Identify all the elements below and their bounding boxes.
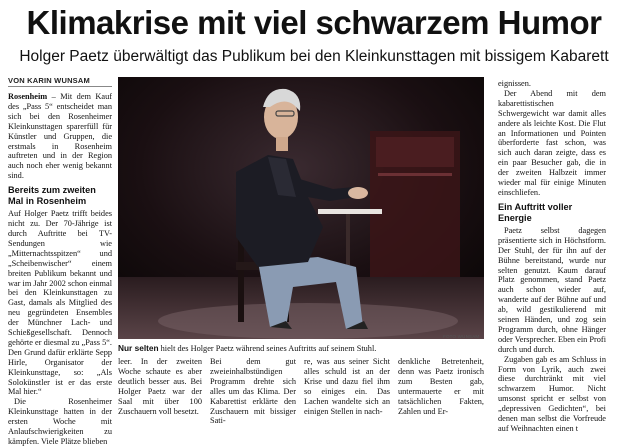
lead-paragraph <box>8 92 112 181</box>
paragraph: Die Rosenheimer Kleinkunsttage hatten in der ersten Woche mit Anlaufschwierigkeiten zu kämpfen. Viele Plätze blieben <box>8 397 112 446</box>
subhead-zweiten-mal: Bereits zum zweiten Mal in Rosenheim <box>8 185 96 207</box>
photo-credit: FOTO WUNSAM <box>443 334 480 339</box>
column-bottom-3 <box>304 357 390 416</box>
byline-rule <box>8 86 112 87</box>
column-bottom-1 <box>118 357 202 416</box>
photo-caption <box>118 343 484 354</box>
paragraph: leer. In der zweiten Woche schaute es aber deutlich besser aus. Bei Holger Paetz war der Saal mit über 100 Zuschauern voll besetzt. <box>118 357 202 416</box>
column-left <box>8 92 112 447</box>
byline: VON KARIN WUNSAM <box>8 76 90 85</box>
column-bottom-4 <box>398 357 484 416</box>
paragraph: Paetz selbst dagegen präsentierte sich in Höchstform. Der Stuhl, der für ihn auf der Bühne bereitstand, wurde nur selten genutzt. Kaum darauf Platz genommen, stand Paetz auch schon wieder auf, wanderte auf der Bühne auf und ab, wild gestikulierend mit seinen Händen, und zog sein Programm durch, ohne Hänger oder Versprecher. Eben ein Profi durch und durch. <box>498 225 606 354</box>
paragraph: Zugaben gab es am Schluss in Form von Lyrik, auch zwei diese durchtränkt mit viel schwarzem Humor. Nicht umsonst spricht er selbst von „depressiven Gedichten“, bei denen man selbst die Vorfreude auf Weihnachten einen t <box>498 354 606 433</box>
lead-text: – Mit dem Kauf des „Pass 5“ entscheidet man sich bei den Rosenheimer Kleinkunsttagen sparerfüll für Künstler und Gruppen, die erstmals in Rosenheim auftreten und in der Region auch noch eher wenig bekannt sind. <box>8 92 112 181</box>
headline: Klimakrise mit viel schwarzem Humor <box>26 4 602 41</box>
paragraph: Der Abend mit dem kabarettistischen Schwergewicht war damit alles andere als leichte Kost. Die Flut an Informationen und Pointen überforderte fast schon, was sich auch daran zeigte, dass es ein paar Besucher gab, die in der zweiten Halbzeit immer wieder mal für einige Minuten einschliefen. <box>498 88 606 197</box>
column-right <box>498 79 606 434</box>
caption-lead: Nur selten <box>118 343 159 353</box>
column-bottom-2 <box>210 357 296 426</box>
stage-photo <box>118 77 484 339</box>
dateline: Rosenheim <box>8 92 48 101</box>
paragraph: Bei dem gut zweieinhalbstündigen Programm drehte sich alles um das Klima. Der Kabarettist erklärte den Zuschauern mit bissiger Sati- <box>210 357 296 426</box>
caption-text: hielt des Holger Paetz während seines Auftritts auf seinem Stuhl. <box>158 344 377 353</box>
subhead-energie: Ein Auftritt voller Energie <box>498 201 573 223</box>
subheadline: Holger Paetz überwältigt das Publikum bei den Kleinkunsttagen mit bissigem Kabarett <box>19 48 609 65</box>
paragraph: re, was aus seiner Sicht alles schuld ist an der Krise und dazu fiel ihm so einiges ein. Das Lachen wandelte sich an einigen Stellen in nach- <box>304 357 390 416</box>
paragraph: Auf Holger Paetz trifft beides nicht zu. Der 70-Jährige ist durch Auftritte bei TV-Sendungen wie „Mitternachtsspitzen“ und „Scheibenwischer“ einem breiten Publikum bekannt und war im Jahr 2002 schon einmal bei den Kleinkunsttagen zu Gast, damals als Mitglied des neu gegründeten Ensembles der Münchner Lach- und Schießgesellschaft. Dennoch gehörte er diesmal zu „Pass 5“. Den Grund dafür erklärte Sepp Hirle, Organisator der Kleinkunsttage, so: „Als Solokünstler ist er das erste Mal hier.“ <box>8 209 112 397</box>
paragraph: denkliche Betretenheit, denn was Paetz ironisch zum Besten gab, untermauerte er mit tatsächlichen Fakten, Zahlen und Er- <box>398 357 484 416</box>
paragraph: eignissen. <box>498 79 531 88</box>
